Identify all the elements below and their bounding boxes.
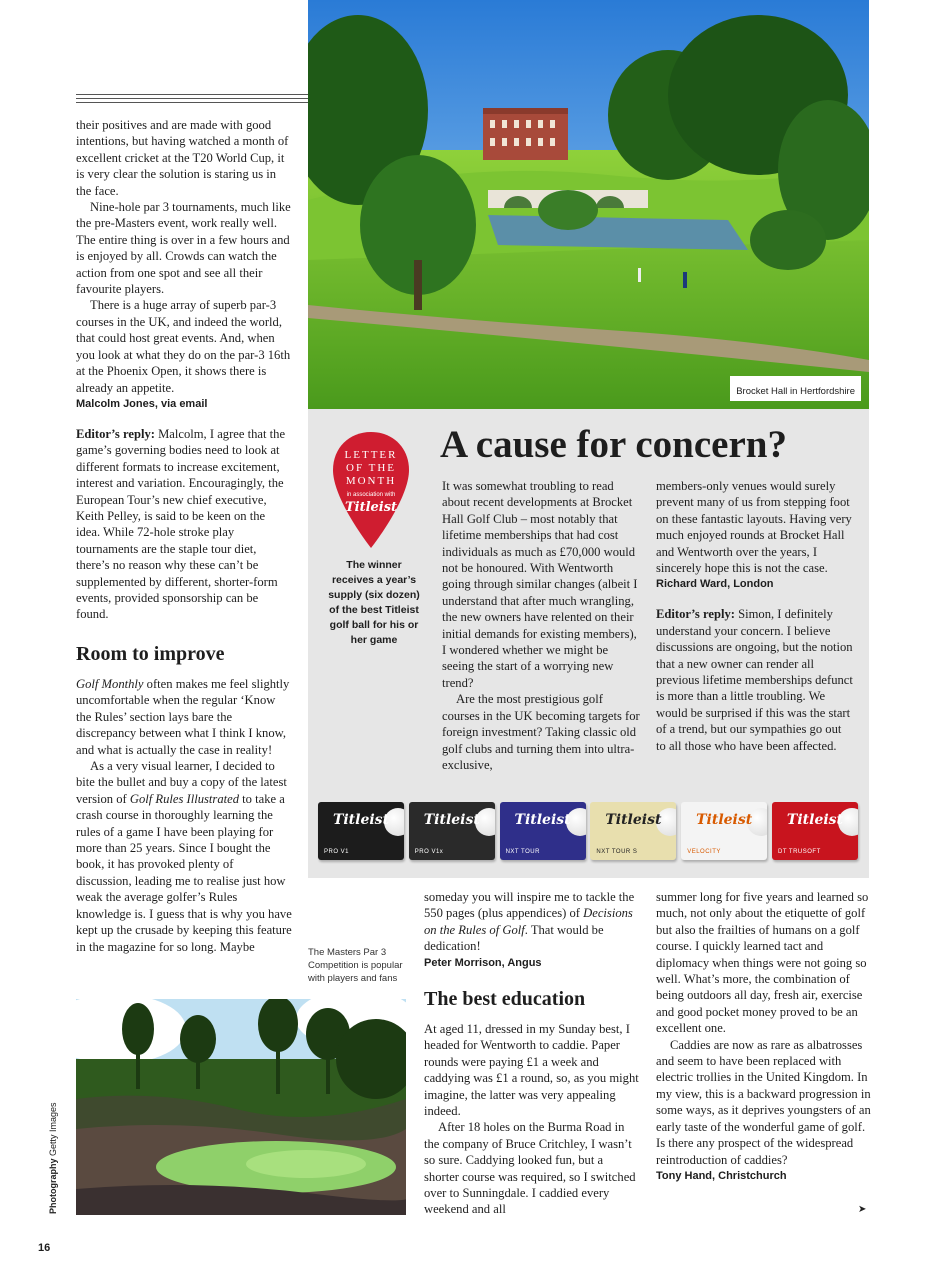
box-brand: Titleist [696, 812, 753, 828]
photo-caption-brocket [730, 376, 861, 401]
box-model: NXT TOUR [505, 849, 540, 855]
editor-reply-label: Editor’s reply: [76, 426, 155, 441]
paragraph [76, 676, 292, 758]
headline-best-education: The best education [424, 988, 586, 1010]
badge-line-3: MONTH [345, 475, 397, 487]
golf-ball-boxes [318, 802, 858, 864]
badge-line-2: OF THE [346, 462, 396, 474]
prize-text: The winner receives a year’s supply (six dozen) of the best Titleist golf ball for his or her game [328, 559, 420, 646]
signature: Richard Ward, London [656, 578, 774, 591]
pin-badge-icon [331, 430, 411, 550]
paragraph-text: someday you will inspire me to tackle the 550 pages (plus appendices) of [424, 890, 635, 921]
ball-box [681, 802, 767, 860]
photo-credit-label: Photography [48, 1158, 58, 1214]
ball-box [409, 802, 495, 860]
photo-brocket-hall [308, 0, 869, 409]
photo-caption-masters: The Masters Par 3 Competition is popular with players and fans [308, 947, 403, 984]
paragraph: summer long for five years and learned so much, not only about the etiquette of golf but also the frailties of humans on a golf course. I quickly learned tact and diplomacy when things were not going so well. What’s more, the combination of being outdoors all day, fresh air, exercise and good pocket money proved to be an excellent one. [656, 890, 869, 1036]
letter-ward-col-b [656, 478, 854, 754]
editor-reply-label: Editor’s reply: [656, 607, 735, 622]
ball-box [318, 802, 404, 860]
titleist-logo: Titleist [344, 500, 398, 515]
landscape-illustration [308, 0, 869, 409]
headline-room-to-improve: Room to improve [76, 643, 225, 665]
paragraph [424, 889, 640, 955]
letter-hand-col-a [424, 1021, 640, 1218]
letter-ward-col-a [442, 478, 642, 773]
paragraph: There is a huge array of superb par-3 courses in the UK, and indeed the world, that could host great events. And, when you look at what they do on the par-3 16th at the Phoenix Open, it shows there is already an appetite. [76, 298, 291, 395]
editor-reply-text: Simon, I definitely understand your concern. I believe discussions are ongoing, but the notion that a new owner can render all previous lifetime memberships defunct is more than a little troubling. We would be surprised if this was the start of a trend, but our sympathies go out to all those who have been affected. [656, 607, 853, 753]
badge-line-1: LETTER [344, 449, 398, 461]
italic-title: Golf Rules Illustrated [129, 791, 240, 806]
continue-arrow-icon: ➤ [858, 1204, 867, 1215]
box-brand: Titleist [514, 812, 571, 828]
box-model: DT TRUSOFT [777, 849, 821, 855]
italic-title: Golf Monthly [76, 677, 144, 691]
page-number: 16 [38, 1242, 51, 1254]
paragraph: Are the most prestigious golf courses in the UK becoming targets for foreign investment? Taking classic old golf clubs and turning them into ultra-exclusive, [442, 692, 640, 772]
paragraph-text: As a very visual learner, I decided to bite the bullet and buy a copy of the latest version of [76, 759, 287, 806]
editor-reply-text: Malcolm, I agree that the game’s governing bodies need to look at different formats to increase excitement, interest and variation. Encouragingly, the European Tour’s new chief executive, Keith Pelley, is said to be keen on the idea. While 72-hole stroke play tournaments are the staple tour diet, there’s no reason why these can’t be supplemented by different, shorter-form events, provided sponsorship can be found. [76, 426, 286, 622]
letter-jones [76, 117, 292, 623]
editor-reply [76, 426, 292, 623]
box-model: VELOCITY [687, 849, 721, 855]
letter-morrison-continued [424, 889, 640, 971]
letter-morrison [76, 676, 292, 955]
editor-reply [656, 606, 854, 754]
photo-masters-par3 [76, 999, 406, 1215]
ball-box [500, 802, 586, 860]
box-brand: Titleist [423, 812, 480, 828]
paragraph-text: to take a crash course in thoroughly learning the rules of a game I have been playing for more than 25 years. Since I bought the book, it has provoked plenty of discussion, leading me to realise just how weak the average golfer’s Rules knowledge is. I guess that is why you have kept up the crusade by keeping this feature in the magazine for so long. Maybe [76, 791, 292, 954]
box-model: PRO V1x [414, 849, 444, 855]
paragraph [76, 758, 292, 955]
signature: Tony Hand, Christchurch [656, 1169, 787, 1182]
italic-title: Decisions on the Rules of Golf [424, 906, 633, 937]
paragraph-text: often makes me feel slightly uncomfortable when the regular ‘Know the Rules’ section lays bare the discrepancy between what I think I know, and what is actually the case in reality! [76, 677, 290, 757]
paragraph: their positives and are made with good intentions, but having watched a month of excellent cricket at the T20 World Cup, it is very clear the solution is staring us in the face. [76, 118, 289, 198]
paragraph: Nine-hole par 3 tournaments, much like the pre-Masters event, work really well. The entire thing is over in a few hours and is enjoyed by all. Crowds can watch the action from one spot and see all their favourite players. [76, 200, 291, 297]
ball-box [590, 802, 676, 860]
header-rules [76, 94, 308, 106]
headline-cause-for-concern: A cause for concern? [440, 423, 787, 466]
photo-credit [48, 1102, 58, 1214]
box-brand: Titleist [605, 812, 662, 828]
signature: Peter Morrison, Angus [424, 956, 542, 969]
badge-assoc: in association with [346, 492, 396, 498]
ball-box [772, 802, 858, 860]
photo-credit-source: Getty Images [48, 1102, 58, 1156]
paragraph-text: . That would be dedication! [424, 922, 604, 954]
paragraph: At aged 11, dressed in my Sunday best, I headed for Wentworth to caddie. Paper rounds were paying £1 a week and caddying was £1 a round, so, as you might imagine, the latter was very appealing indeed. [424, 1022, 639, 1119]
box-model: PRO V1 [324, 849, 350, 855]
paragraph: members-only venues would surely prevent many of us from stepping foot on these fantastic layouts. Having very much enjoyed rounds at Brocket Hall and Wentworth over the years, I sincerely hope this is not the case. [656, 479, 852, 576]
paragraph: Caddies are now as rare as albatrosses and seem to have been replaced with electric trollies in the United Kingdom. In my view, this is a backward progression in some ways, as it deprives youngsters of an early taste of the wonderful game of golf. Is there any prospect of the widespread reintroduction of caddies? [656, 1037, 871, 1167]
caption-text: Brocket Hall in Hertfordshire [736, 386, 855, 397]
letter-hand-col-b [656, 889, 872, 1184]
box-model: NXT TOUR S [596, 849, 638, 855]
box-brand: Titleist [786, 812, 844, 828]
signature: Malcolm Jones, via email [76, 397, 208, 410]
paragraph: It was somewhat troubling to read about recent developments at Brocket Hall Golf Club – most notably that lifetime memberships that had cost individuals as much as £70,000 would not be honoured. With Wentworth going through similar changes (albeit I understand that after much wrangling, the new owners have relented on their initial demands for existing members), I wondered whether we might be seeing the start of a worrying new trend? [442, 479, 638, 690]
paragraph: After 18 holes on the Burma Road in the company of Bruce Critchley, I wasn’t so sure. Caddying looked fun, but a shorter course was required, so I switched over to Sunningdale. I caddied every weekend and all [424, 1120, 636, 1217]
letter-of-month-badge [331, 430, 411, 550]
box-brand: Titleist [332, 812, 390, 828]
masters-illustration [76, 999, 406, 1215]
